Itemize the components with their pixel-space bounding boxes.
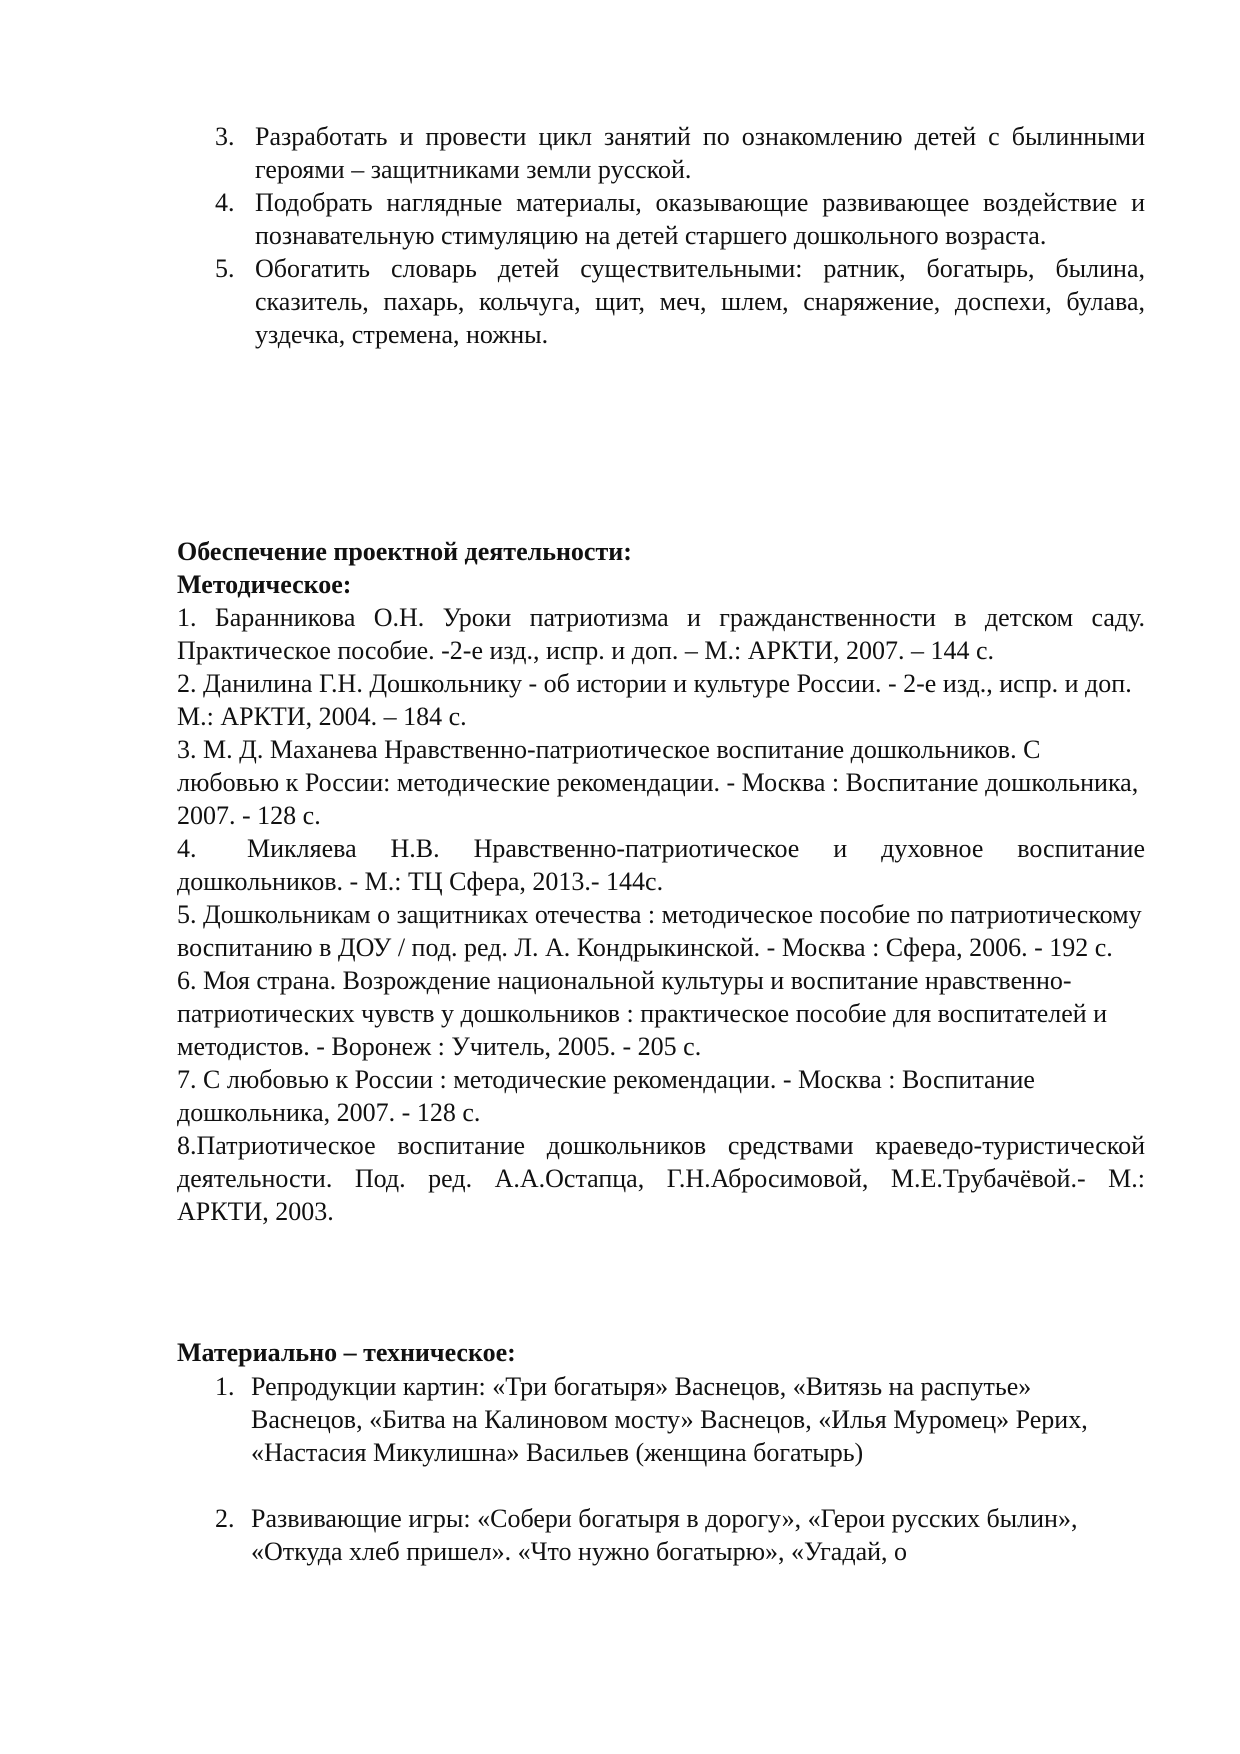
task-item xyxy=(205,120,1145,186)
project-support-section xyxy=(177,535,1145,1228)
reference-item: 1. Баранникова О.Н. Уроки патриотизма и гражданственности в детском саду. Практическое пособие. -2-е изд., испр. и доп. – М.: АРКТИ, 2007. – 144 с. xyxy=(177,603,1145,665)
reference-item: 2. Данилина Г.Н. Дошкольнику - об истории и культуре России. - 2-е изд., испр. и доп. М.: АРКТИ, 2004. – 184 с. xyxy=(177,669,1132,731)
material-section xyxy=(177,1336,1145,1369)
material-number: 2. xyxy=(215,1504,235,1533)
reference-item: 5. Дошкольникам о защитниках отечества : методическое пособие по патриотическому воспитанию в ДОУ / под. ред. Л. А. Кондрыкинской. - Москва : Сфера, 2006. - 192 с. xyxy=(177,900,1142,962)
reference-item xyxy=(177,832,1145,898)
reference-item: 7. С любовью к России : методические рекомендации. - Москва : Воспитание дошкольника, 2007. - 128 с. xyxy=(177,1065,1035,1127)
tasks-list xyxy=(205,120,1145,351)
material-heading: Материально – техническое: xyxy=(177,1338,516,1367)
task-text: Подобрать наглядные материалы, оказывающие развивающее воздействие и познавательную стимуляцию на детей старшего дошкольного возраста. xyxy=(255,188,1145,250)
task-number: 5. xyxy=(215,254,235,283)
methodical-heading: Методическое: xyxy=(177,570,352,599)
reference-item: 6. Моя страна. Возрождение национальной культуры и воспитание нравственно-патриотических чувств у дошкольников : практическое пособие для воспитателей и методистов. - Воронеж : Учитель, 2005. - 205 с. xyxy=(177,966,1108,1061)
materials-list-continued xyxy=(205,1502,1105,1568)
material-number: 1. xyxy=(215,1372,235,1401)
material-text: Развивающие игры: «Собери богатыря в дорогу», «Герои русских былин», «Откуда хлеб пришел». «Что нужно богатырю», «Угадай, о xyxy=(251,1504,1078,1566)
task-item xyxy=(205,186,1145,252)
reference-text: Микляева Н.В. Нравственно-патриотическое и духовное воспитание дошкольников. - М.: ТЦ Сфера, 2013.- 144с. xyxy=(177,834,1145,896)
material-item xyxy=(205,1502,1105,1568)
reference-number: 4. xyxy=(177,834,197,863)
task-item xyxy=(205,252,1145,351)
task-text: Разработать и провести цикл занятий по ознакомлению детей с былинными героями – защитниками земли русской. xyxy=(255,122,1145,184)
task-number: 4. xyxy=(215,188,235,217)
material-text: Репродукции картин: «Три богатыря» Васнецов, «Витязь на распутье» Васнецов, «Битва на Калиновом мосту» Васнецов, «Илья Муромец» Рерих, «Настасия Микулишна» Васильев (женщина богатырь) xyxy=(251,1372,1088,1467)
support-heading: Обеспечение проектной деятельности: xyxy=(177,537,632,566)
material-item xyxy=(205,1370,1105,1469)
task-number: 3. xyxy=(215,122,235,151)
task-text: Обогатить словарь детей существительными: ратник, богатырь, былина, сказитель, пахарь, кольчуга, щит, меч, шлем, снаряжение, доспехи, булава, уздечка, стремена, ножны. xyxy=(255,254,1145,349)
reference-item: 3. М. Д. Маханева Нравственно-патриотическое воспитание дошкольников. С любовью к России: методические рекомендации. - Москва : Воспитание дошкольника, 2007. - 128 с. xyxy=(177,735,1139,830)
reference-item: 8.Патриотическое воспитание дошкольников средствами краеведо-туристической деятельности. Под. ред. А.А.Остапца, Г.Н.Абросимовой, М.Е.Трубачёвой.- М.: АРКТИ, 2003. xyxy=(177,1131,1145,1226)
materials-list xyxy=(205,1370,1105,1469)
